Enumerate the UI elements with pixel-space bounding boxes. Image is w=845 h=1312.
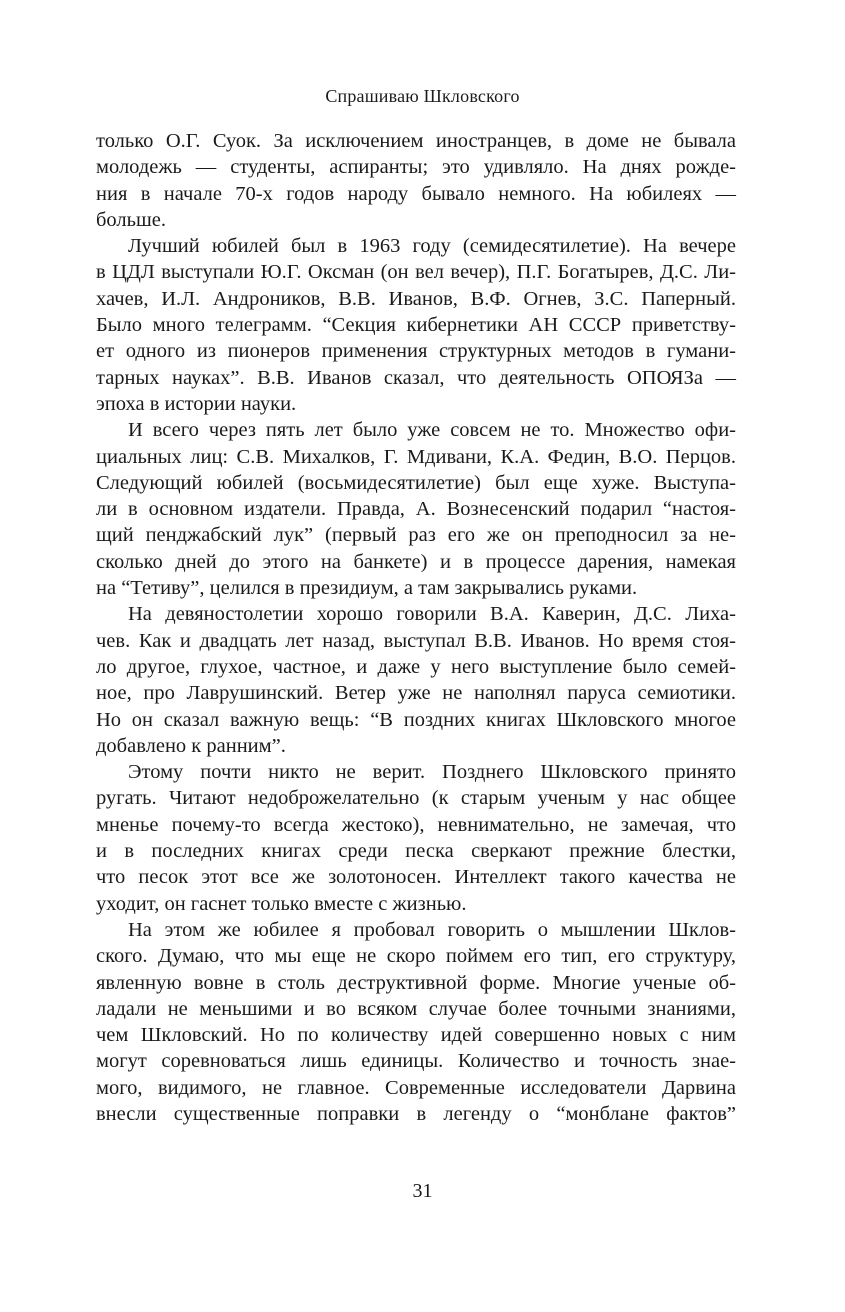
text-line: добавлено к ранним”. bbox=[96, 734, 286, 757]
text-line: эпоха в истории науки. bbox=[96, 392, 297, 415]
text-line: мненье почему-то всегда жестоко), невнимательно, не замечая, что bbox=[96, 813, 736, 836]
text-line: в ЦДЛ выступали Ю.Г. Оксман (он вел вечер), П.Г. Богатырев, Д.С. Ли- bbox=[96, 261, 736, 284]
text-line: больше. bbox=[96, 208, 166, 231]
text-line: уходит, он гаснет только вместе с жизнью. bbox=[96, 892, 467, 915]
text-line: внесли существенные поправки в легенду о “монблане фактов” bbox=[96, 1102, 736, 1125]
text-line: на “Тетиву”, целился в президиум, а там закрывались руками. bbox=[96, 577, 638, 600]
text-line: могут соревноваться лишь единицы. Количество и точность знае- bbox=[96, 1050, 736, 1073]
text-line: сколько дней до этого на банкете) и в процессе дарения, намекая bbox=[96, 550, 736, 573]
text-line: ского. Думаю, что мы еще не скоро поймем его тип, его структуру, bbox=[96, 945, 736, 968]
text-line: ет одного из пионеров применения структурных методов в гумани- bbox=[96, 340, 736, 363]
text-line: чев. Как и двадцать лет назад, выступал В.В. Иванов. Но время стоя- bbox=[96, 629, 736, 652]
text-line: Лучший юбилей был в 1963 году (семидесятилетие). На вечере bbox=[128, 235, 736, 258]
text-line: только О.Г. Суок. За исключением иностранцев, в доме не бывала bbox=[96, 130, 736, 152]
text-line: Этому почти никто не верит. Позднего Шкловского принято bbox=[128, 761, 736, 784]
text-line: мого, видимого, не главное. Современные исследователи Дарвина bbox=[96, 1076, 736, 1099]
text-line: ли в основном издатели. Правда, А. Вознесенский подарил “настоя- bbox=[96, 498, 736, 521]
text-line: щий пенджабский лук” (первый раз его же он преподносил за не- bbox=[96, 524, 736, 547]
text-line: ное, про Лаврушинский. Ветер уже не наполнял паруса семиотики. bbox=[96, 682, 736, 705]
body-text bbox=[96, 128, 736, 1127]
text-line: Было много телеграмм. “Секция кибернетики АН СССР приветству- bbox=[96, 314, 736, 337]
text-line: ло другое, глухое, частное, и даже у него выступление было семей- bbox=[96, 655, 736, 678]
text-line: что песок этот все же золотоносен. Интеллект такого качества не bbox=[96, 866, 736, 889]
text-line: молодежь — студенты, аспиранты; это удивляло. На днях рожде- bbox=[96, 156, 736, 179]
text-line: ладали не меньшими и во всяком случае более точными знаниями, bbox=[96, 997, 736, 1020]
text-line: Но он сказал важную вещь: “В поздних книгах Шкловского многое bbox=[96, 708, 736, 731]
running-head: Спрашиваю Шкловского bbox=[325, 86, 520, 106]
text-line: ния в начале 70-х годов народу бывало немного. На юбилеях — bbox=[96, 182, 736, 205]
text-line: циальных лиц: С.В. Михалков, Г. Мдивани, К.А. Федин, В.О. Перцов. bbox=[96, 445, 736, 468]
text-line: ругать. Читают недоброжелательно (к старым ученым у нас общее bbox=[96, 787, 736, 810]
text-line: тарных науках”. В.В. Иванов сказал, что деятельность ОПОЯЗа — bbox=[96, 366, 736, 389]
text-line: и в последних книгах среди песка сверкают прежние блестки, bbox=[96, 840, 736, 863]
page-number: 31 bbox=[412, 1180, 433, 1202]
text-line: На девяностолетии хорошо говорили В.А. Каверин, Д.С. Лиха- bbox=[128, 603, 736, 626]
text-line: На этом же юбилее я пробовал говорить о мышлении Шклов- bbox=[128, 918, 736, 941]
text-line: Следующий юбилей (восьмидесятилетие) был еще хуже. Выступа- bbox=[96, 471, 736, 494]
text-line: хачев, И.Л. Андроников, В.В. Иванов, В.Ф. Огнев, З.С. Паперный. bbox=[96, 287, 736, 310]
text-line: чем Шкловский. Но по количеству идей совершенно новых с ним bbox=[96, 1024, 736, 1047]
text-line: явленную вовне в столь деструктивной форме. Многие ученые об- bbox=[96, 971, 736, 994]
text-line: И всего через пять лет было уже совсем не то. Множество офи- bbox=[128, 419, 736, 442]
